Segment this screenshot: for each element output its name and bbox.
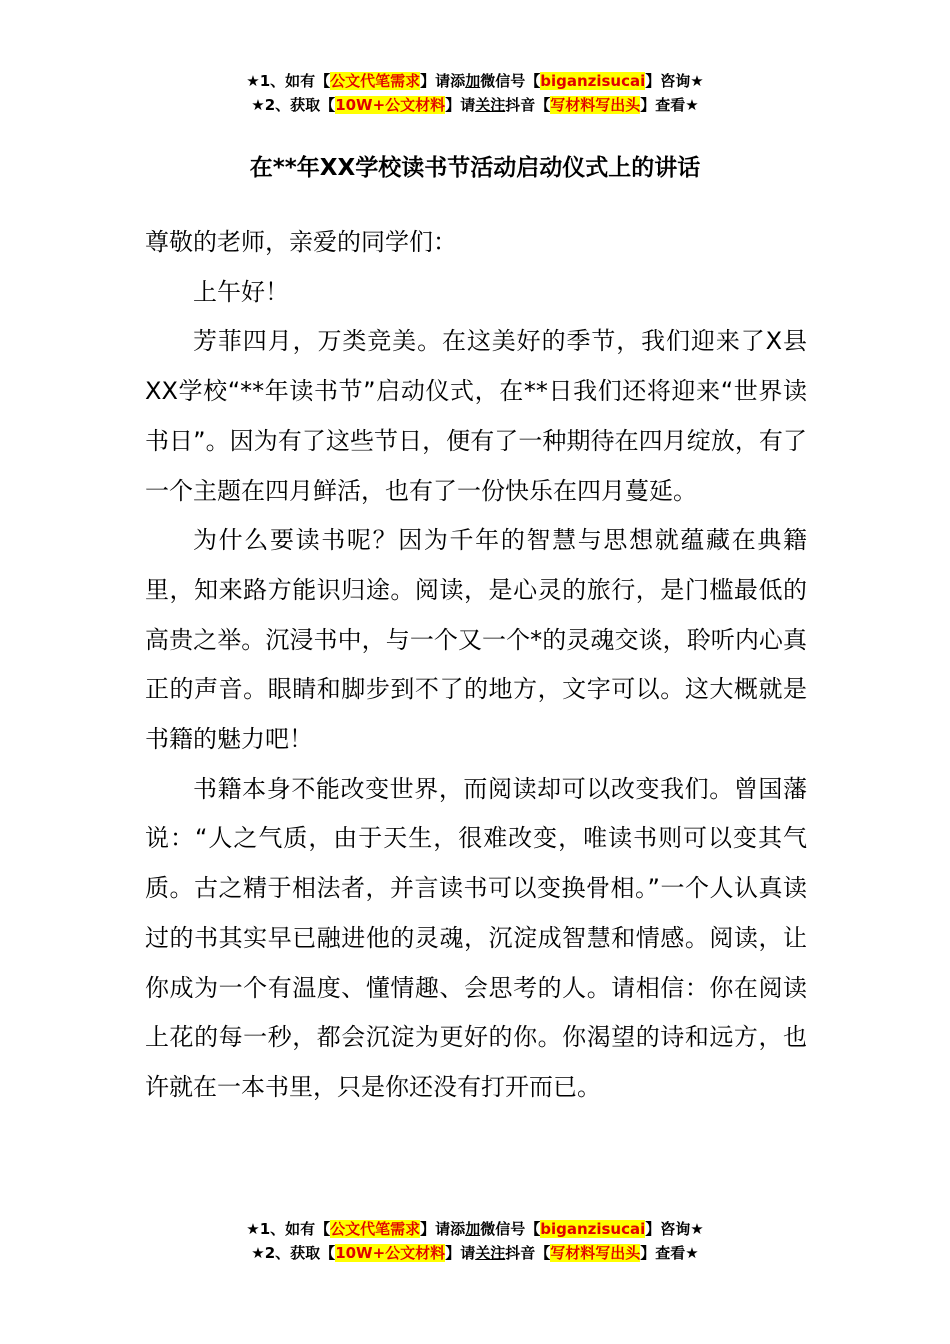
top-promo-banner [0,69,950,117]
paragraph: 为什么要读书呢？因为千年的智慧与思想就蕴藏在典籍里，知来路方能识归途。阅读，是心灵的旅行，是门槛最低的高贵之举。沉浸书中，与一个又一个*的灵魂交谈，聆听内心真正的声音。眼睛和脚步到不了的地方，文字可以。这大概就是书籍的魅力吧！ [145,526,807,754]
promo-text: 微信号【 [480,1220,541,1238]
paragraph: 上午好！ [193,277,289,306]
promo-text: 】请 [445,96,476,114]
promo-underline: 加 [465,1220,481,1238]
promo-text: 】请 [445,1244,476,1262]
promo-underline: 加 [465,72,481,90]
promo-text: 微信号【 [480,72,541,90]
promo-douyin-id: 写材料写出头 [550,96,641,114]
promo-text: 】查看★ [640,96,699,114]
promo-text: 】咨询★ [645,1220,704,1238]
promo-text: 抖音【 [505,1244,551,1262]
promo-line-1 [0,69,950,93]
promo-douyin-id: 写材料写出头 [550,1244,641,1262]
bottom-promo-banner [0,1217,950,1265]
document-title: 在**年XX学校读书节活动启动仪式上的讲话 [249,155,701,181]
salutation: 尊敬的老师，亲爱的同学们： [145,228,457,256]
promo-highlight: 10W+公文材料 [335,1244,446,1262]
paragraph: 芳菲四月，万类竞美。在这美好的季节，我们迎来了X县XX学校“**年读书节”启动仪式，在**日我们还将迎来“世界读书日”。因为有了这些节日，便有了一种期待在四月绽放，有了一个主题在四月鲜活，也有了一份快乐在四月蔓延。 [145,327,807,505]
promo-line-2 [0,1241,950,1265]
promo-text: ★2、获取【 [251,96,336,114]
paragraph: 书籍本身不能改变世界，而阅读却可以改变我们。曾国藩说：“人之气质，由于天生，很难改变，唯读书则可以变其气质。古之精于相法者，并言读书可以变换骨相。”一个人认真读过的书其实早已融进他的灵魂，沉淀成智慧和情感。阅读，让你成为一个有温度、懂情趣、会思考的人。请相信：你在阅读上花的每一秒，都会沉淀为更好的你。你渴望的诗和远方，也许就在一本书里，只是你还没有打开而已。 [145,774,807,1101]
promo-underline: 关注 [475,1244,506,1262]
promo-wechat-id: biganzisucai [540,72,646,90]
promo-text: 】查看★ [640,1244,699,1262]
document-body [145,218,807,1113]
promo-text: 抖音【 [505,96,551,114]
promo-highlight: 公文代笔需求 [330,1220,421,1238]
promo-wechat-id: biganzisucai [540,1220,646,1238]
promo-text: ★1、如有【 [246,72,331,90]
promo-text: ★2、获取【 [251,1244,336,1262]
promo-text: 】请添 [420,72,466,90]
promo-line-1 [0,1217,950,1241]
promo-underline: 关注 [475,96,506,114]
promo-text: 】请添 [420,1220,466,1238]
promo-highlight: 10W+公文材料 [335,96,446,114]
promo-text: 】咨询★ [645,72,704,90]
promo-line-2 [0,93,950,117]
promo-text: ★1、如有【 [246,1220,331,1238]
promo-highlight: 公文代笔需求 [330,72,421,90]
